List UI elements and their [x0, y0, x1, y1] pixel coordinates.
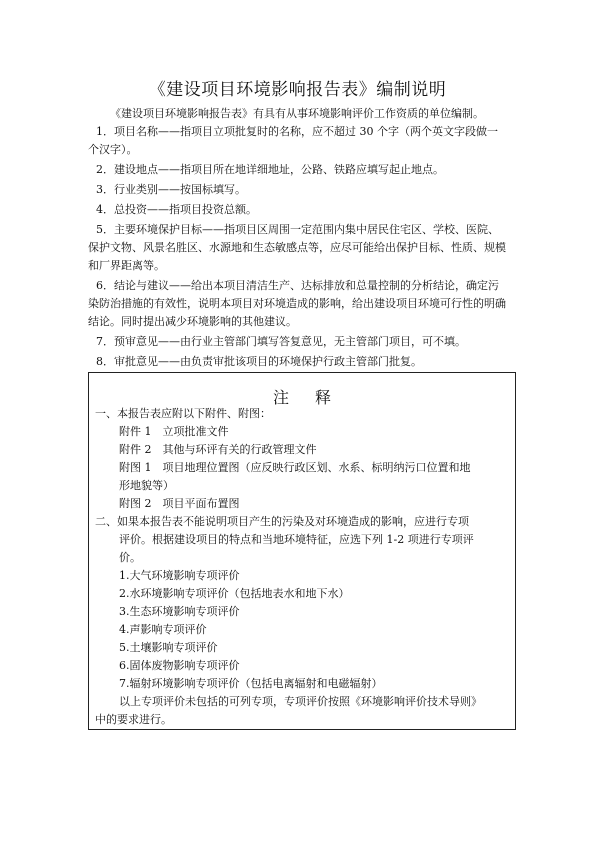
list-item: [88, 333, 518, 351]
special-assessment-item: 4.声影响专项评价: [119, 623, 207, 636]
attachment-item: 附图 1 项目地理位置图（应反映行政区划、水系、标明纳污口位置和地: [119, 461, 471, 474]
notes-closing: 中的要求进行。: [95, 713, 172, 726]
list-item-line: 保护文物、风景名胜区、水源地和生态敏感点等，应尽可能给出保护目标、性质、规模: [88, 241, 506, 254]
special-assessment-item: 7.辐射环境影响专项评价（包括电离辐射和电磁辐射）: [119, 677, 383, 690]
attachment-item: 形地貌等）: [119, 479, 174, 492]
list-item: [88, 221, 518, 275]
list-item: [88, 353, 518, 371]
notes-title: 注释: [272, 388, 357, 407]
list-item: [88, 161, 518, 179]
intro-text: 《建设项目环境影响报告表》有具有从事环境影响评价工作资质的单位编制。: [110, 107, 484, 120]
attachment-item: 附件 1 立项批准文件: [119, 425, 229, 438]
list-item-line: 染防治措施的有效性，说明本项目对环境造成的影响，给出建设项目环境可行性的明确: [88, 297, 506, 310]
instruction-list: [88, 123, 518, 371]
special-assessment-item: 6.固体废物影响专项评价: [119, 659, 240, 672]
list-item: [88, 123, 518, 159]
attachment-item: 附图 2 项目平面布置图: [119, 497, 240, 510]
list-item: [88, 181, 518, 199]
special-assessment-item: 2.水环境影响专项评价（包括地表水和地下水）: [119, 587, 350, 600]
list-item-line: 和厂界距离等。: [88, 259, 165, 272]
notes-section-1: 一、本报告表应附以下附件、附图：: [95, 407, 271, 420]
list-item-line: 4．总投资——指项目投资总额。: [96, 203, 257, 216]
intro-paragraph: [88, 105, 518, 123]
special-assessment-item: 3.生态环境影响专项评价: [119, 605, 240, 618]
attachment-item: 附件 2 其他与环评有关的行政管理文件: [119, 443, 317, 456]
list-item-line: 3．行业类别——按国标填写。: [96, 183, 246, 196]
list-item: [88, 201, 518, 219]
list-item-line: 1．项目名称——指项目立项批复时的名称，应不超过 30 个字（两个英文字段做一: [96, 125, 498, 138]
special-assessment-item: 5.土壤影响专项评价: [119, 641, 218, 654]
notes-section-2: 评价。根据建设项目的特点和当地环境特征，应选下列 1-2 项进行专项评: [119, 533, 474, 546]
notes-section-2: 二、如果本报告表不能说明项目产生的污染及对环境造成的影响，应进行专项: [95, 515, 469, 528]
list-item-line: 个汉字）。: [88, 143, 138, 156]
notes-closing: 以上专项评价未包括的可列专项，专项评价按照《环境影响评价技术导则》: [119, 695, 482, 708]
special-assessment-item: 1.大气环境影响专项评价: [119, 569, 240, 582]
notes-box: [88, 372, 516, 730]
list-item-line: 结论。同时提出减少环境影响的其他建议。: [88, 315, 297, 328]
list-item: [88, 277, 518, 331]
list-item-line: 6．结论与建议——给出本项目清洁生产、达标排放和总量控制的分析结论，确定污: [96, 279, 499, 292]
list-item-line: 8．审批意见——由负责审批该项目的环境保护行政主管部门批复。: [96, 355, 422, 368]
notes-section-2: 价。: [119, 551, 141, 564]
list-item-line: 5．主要环境保护目标——指项目区周围一定范围内集中居民住宅区、学校、医院、: [96, 223, 499, 236]
list-item-line: 7．预审意见——由行业主管部门填写答复意见，无主管部门项目，可不填。: [96, 335, 466, 348]
page-title: 《建设项目环境影响报告表》编制说明: [148, 80, 447, 100]
list-item-line: 2．建设地点——指项目所在地详细地址，公路、铁路应填写起止地点。: [96, 163, 444, 176]
